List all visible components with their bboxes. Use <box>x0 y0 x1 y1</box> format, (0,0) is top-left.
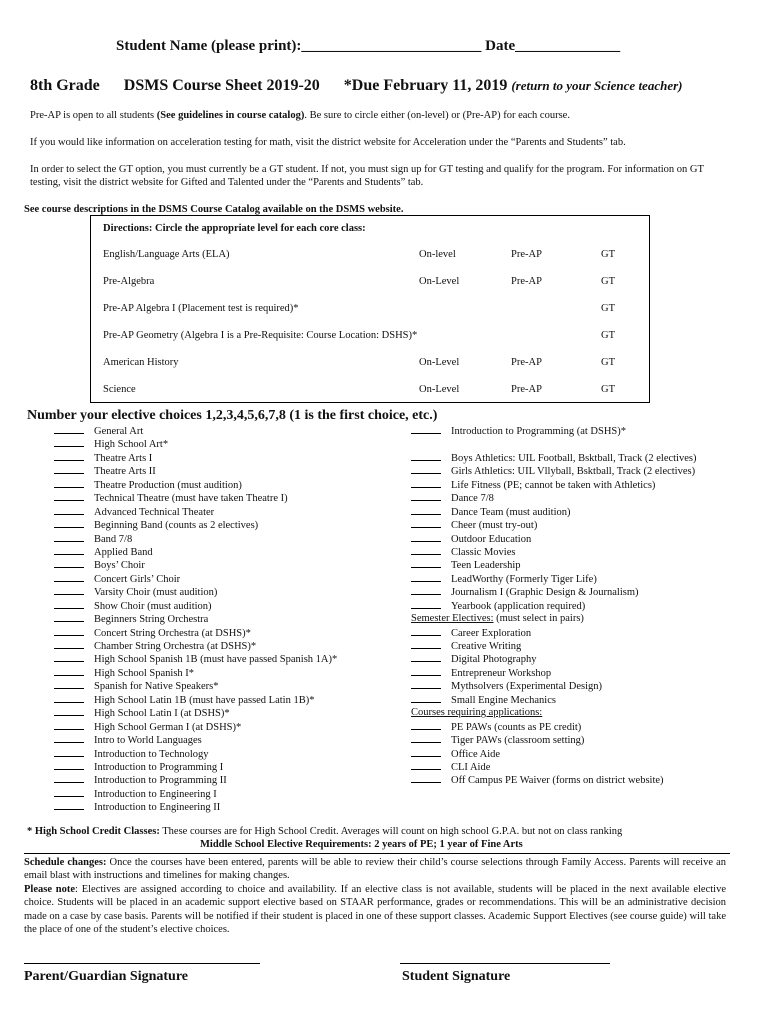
core-course-name: Pre-Algebra <box>103 276 155 287</box>
directions-title: Directions: Circle the appropriate level for each core class: <box>103 223 366 234</box>
elective-label: Introduction to Engineering I <box>94 788 217 800</box>
elective-item <box>411 585 696 598</box>
elective-label: Intro to World Languages <box>94 735 202 747</box>
level-option-gt[interactable]: GT <box>601 384 615 395</box>
elective-label: High School German I (at DSHS)* <box>94 721 242 733</box>
elective-label: Varsity Choir (must audition) <box>94 587 218 599</box>
choice-blank[interactable] <box>411 518 441 528</box>
choice-blank[interactable] <box>54 437 84 447</box>
elective-label: Advanced Technical Theater <box>94 506 215 518</box>
elective-label: High School Spanish 1B (must have passed Spanish 1A)* <box>94 654 338 666</box>
level-option-gt[interactable]: GT <box>601 330 615 341</box>
choice-blank[interactable] <box>411 666 441 676</box>
student-signature-label: Student Signature <box>402 969 511 984</box>
elective-item <box>411 532 696 545</box>
semester-heading-label: Semester Electives: <box>411 613 494 625</box>
elective-item <box>411 558 696 571</box>
elective-label: Yearbook (application required) <box>451 600 586 612</box>
schedule-text: Once the courses have been entered, parents will be able to review their child’s course selections through Family Access. Parents will receive an email blast with instructions and timelines for making changes. <box>24 857 726 882</box>
core-course-row <box>103 303 639 316</box>
level-option-onlevel[interactable]: On-Level <box>419 384 460 395</box>
choice-blank[interactable] <box>54 424 84 434</box>
due-note: (return to your Science teacher) <box>511 78 683 93</box>
elective-item <box>411 720 696 733</box>
intro-paragraph-gt: In order to select the GT option, you must currently be a GT student. If not, you must sign up for GT testing and qualify for the program. For information on GT testing, visit the district website for Gifted and Talented under the “Parents and Students” tab. <box>30 164 704 188</box>
choice-blank[interactable] <box>54 491 84 501</box>
core-course-row <box>103 330 639 343</box>
level-option-onlevel[interactable]: On-Level <box>419 276 460 287</box>
choice-blank[interactable] <box>54 733 84 743</box>
grade-label: 8th Grade <box>30 77 100 94</box>
elective-label: Beginning Band (counts as 2 electives) <box>94 520 259 532</box>
choice-blank[interactable] <box>411 464 441 474</box>
elective-item <box>54 693 337 706</box>
elective-label: High School Latin I (at DSHS)* <box>94 708 230 720</box>
schedule-notes <box>24 856 726 936</box>
elective-label: Band 7/8 <box>94 533 133 545</box>
elective-label: Spanish for Native Speakers* <box>94 681 219 693</box>
elective-label: Creative Writing <box>451 641 522 652</box>
intro-guidelines: (See guidelines in course catalog) <box>156 110 305 121</box>
elective-item <box>411 545 696 558</box>
elective-label: Cheer (must try-out) <box>451 520 538 532</box>
schedule-label: Schedule changes: <box>24 857 107 868</box>
elective-item <box>411 505 696 518</box>
elective-item <box>54 585 337 598</box>
level-option-gt[interactable]: GT <box>601 303 615 314</box>
choice-blank[interactable] <box>411 639 441 649</box>
elective-item <box>411 747 696 760</box>
core-directions-box <box>90 215 650 403</box>
choice-blank[interactable] <box>54 505 84 515</box>
level-option-preap[interactable]: Pre-AP <box>511 249 542 260</box>
choice-blank[interactable] <box>411 424 441 434</box>
elective-label: Entrepreneur Workshop <box>451 667 552 679</box>
elective-item <box>411 424 696 437</box>
spacer <box>411 437 696 450</box>
elective-item <box>54 679 337 692</box>
core-course-row <box>103 357 639 370</box>
elective-label: Journalism I (Graphic Design & Journalism) <box>451 587 639 599</box>
choice-blank[interactable] <box>411 505 441 515</box>
elective-item <box>54 437 337 450</box>
elective-item <box>54 478 337 491</box>
elective-label: Theatre Arts I <box>94 452 153 464</box>
level-option-preap[interactable]: Pre-AP <box>511 357 542 368</box>
choice-blank[interactable] <box>54 478 84 488</box>
elective-label: Introduction to Programming I <box>94 761 224 773</box>
choice-blank[interactable] <box>411 693 441 703</box>
elective-item <box>54 599 337 612</box>
student-name-date-line[interactable]: Student Name (please print):________________________ Date______________ <box>116 38 621 54</box>
level-option-onlevel[interactable]: On-Level <box>419 357 460 368</box>
choice-blank[interactable] <box>54 451 84 461</box>
elective-item <box>54 666 337 679</box>
elective-label: Introduction to Engineering II <box>94 802 221 814</box>
elective-label: Boys’ Choir <box>94 560 145 572</box>
elective-item <box>411 572 696 585</box>
level-option-preap[interactable]: Pre-AP <box>511 384 542 395</box>
elective-item <box>411 599 696 612</box>
elective-item <box>411 693 696 706</box>
choice-blank[interactable] <box>411 760 441 770</box>
catalog-note: See course descriptions in the DSMS Course Catalog available on the DSMS website. <box>24 204 404 215</box>
elective-label: High School Spanish I* <box>94 667 195 679</box>
elective-label: Outdoor Education <box>451 533 532 545</box>
student-signature-line[interactable] <box>400 963 610 964</box>
elective-label: Introduction to Programming (at DSHS)* <box>451 426 626 437</box>
elective-label: Chamber String Orchestra (at DSHS)* <box>94 641 257 652</box>
elective-label: PE PAWs (counts as PE credit) <box>451 721 582 733</box>
parent-signature-line[interactable] <box>24 963 260 964</box>
elective-label: Courses requiring applications: <box>411 707 543 719</box>
elective-item <box>54 800 337 813</box>
elective-label: Classic Movies <box>451 546 516 558</box>
elective-list-left <box>54 424 337 814</box>
choice-blank[interactable] <box>411 451 441 461</box>
elective-label: Beginners String Orchestra <box>94 614 209 626</box>
level-option-gt[interactable]: GT <box>601 276 615 287</box>
intro-paragraph-acceleration: If you would like information on acceleration testing for math, visit the district website for Acceleration under the “Parents and Students” tab. <box>30 137 626 148</box>
elective-label: Introduction to Technology <box>94 748 209 760</box>
parent-signature-label: Parent/Guardian Signature <box>24 969 189 984</box>
level-option-gt[interactable]: GT <box>601 357 615 368</box>
elective-item <box>411 666 696 679</box>
elective-requirements: Middle School Elective Requirements: 2 years of PE; 1 year of Fine Arts <box>200 839 523 850</box>
choice-blank[interactable] <box>54 747 84 757</box>
elective-label: CLI Aide <box>451 761 491 773</box>
choice-blank[interactable] <box>411 491 441 501</box>
choice-blank[interactable] <box>54 773 84 783</box>
elective-item <box>54 505 337 518</box>
core-course-name: English/Language Arts (ELA) <box>103 249 230 260</box>
choice-blank[interactable] <box>411 585 441 595</box>
intro-text: . Be sure to circle either (on-level) or (Pre-AP) for each course. <box>304 110 570 121</box>
intro-paragraph-preap <box>30 109 730 122</box>
choice-blank[interactable] <box>411 720 441 730</box>
elective-item <box>54 532 337 545</box>
elective-item <box>54 518 337 531</box>
elective-label: Life Fitness (PE; cannot be taken with Athletics) <box>451 479 656 491</box>
core-course-row <box>103 276 639 289</box>
elective-item <box>54 773 337 786</box>
elective-label: LeadWorthy (Formerly Tiger Life) <box>451 573 597 585</box>
choice-blank[interactable] <box>411 532 441 542</box>
elective-item <box>54 626 337 639</box>
choice-blank[interactable] <box>411 545 441 555</box>
choice-blank[interactable] <box>54 800 84 810</box>
elective-label: Office Aide <box>451 748 501 760</box>
choice-blank[interactable] <box>54 666 84 676</box>
elective-item <box>54 491 337 504</box>
level-option-preap[interactable]: Pre-AP <box>511 276 542 287</box>
elective-label: Off Campus PE Waiver (forms on district website) <box>451 775 664 787</box>
elective-item <box>411 652 696 665</box>
choice-blank[interactable] <box>54 693 84 703</box>
choice-blank[interactable] <box>54 706 84 716</box>
semester-electives-heading <box>411 612 696 625</box>
choice-blank[interactable] <box>54 787 84 797</box>
elective-item <box>54 747 337 760</box>
elective-label: Career Exploration <box>451 627 532 639</box>
credit-text: These courses are for High School Credit. Averages will count on high school G.P.A. but not on class ranking <box>159 826 623 837</box>
elective-item <box>54 706 337 719</box>
elective-label: Teen Leadership <box>451 560 521 572</box>
elective-label: Show Choir (must audition) <box>94 600 212 612</box>
core-course-row <box>103 249 639 262</box>
credit-label: * High School Credit Classes: <box>27 826 160 837</box>
choice-blank[interactable] <box>54 599 84 609</box>
elective-item <box>54 545 337 558</box>
choice-blank[interactable] <box>411 626 441 636</box>
level-option-gt[interactable]: GT <box>601 249 615 260</box>
choice-blank[interactable] <box>54 572 84 582</box>
elective-label: Technical Theatre (must have taken Theatre I) <box>94 493 288 505</box>
elective-label: General Art <box>94 426 144 437</box>
intro-text: Pre-AP is open to all students <box>30 110 157 121</box>
divider <box>24 853 730 854</box>
elective-item <box>54 652 337 665</box>
sheet-header <box>30 77 682 95</box>
course-sheet-title: DSMS Course Sheet 2019-20 <box>123 77 320 94</box>
elective-title: Number your elective choices 1,2,3,4,5,6,7,8 (1 is the first choice, etc.) <box>27 408 438 423</box>
choice-blank[interactable] <box>411 679 441 689</box>
elective-item <box>54 720 337 733</box>
elective-label: Introduction to Programming II <box>94 775 227 787</box>
elective-item <box>54 612 337 625</box>
elective-label: Digital Photography <box>451 654 537 666</box>
elective-item <box>54 451 337 464</box>
elective-item <box>411 518 696 531</box>
elective-label: Girls Athletics: UIL Vllyball, Bsktball, Track (2 electives) <box>451 466 696 478</box>
elective-label: High School Latin 1B (must have passed Latin 1B)* <box>94 694 315 706</box>
choice-blank[interactable] <box>54 679 84 689</box>
choice-blank[interactable] <box>54 518 84 528</box>
elective-item <box>54 572 337 585</box>
elective-item <box>411 679 696 692</box>
credit-note <box>27 826 622 837</box>
elective-label: Concert Girls’ Choir <box>94 573 181 585</box>
elective-item <box>54 760 337 773</box>
core-course-name: American History <box>103 357 179 368</box>
elective-list-right <box>411 424 696 787</box>
applications-heading <box>411 706 696 719</box>
elective-item <box>54 464 337 477</box>
choice-blank[interactable] <box>54 464 84 474</box>
elective-label: Dance 7/8 <box>451 493 494 505</box>
semester-heading-note: (must select in pairs) <box>493 613 584 625</box>
core-course-name: Pre-AP Algebra I (Placement test is required)* <box>103 303 299 314</box>
elective-item <box>411 478 696 491</box>
core-course-name: Pre-AP Geometry (Algebra I is a Pre-Requisite: Course Location: DSHS)* <box>103 330 418 341</box>
elective-item <box>411 451 696 464</box>
choice-blank[interactable] <box>411 558 441 568</box>
elective-label: Dance Team (must audition) <box>451 506 571 518</box>
choice-blank[interactable] <box>54 545 84 555</box>
elective-item <box>54 558 337 571</box>
elective-label: Small Engine Mechanics <box>451 694 556 706</box>
choice-blank[interactable] <box>411 599 441 609</box>
elective-item <box>54 639 337 652</box>
core-course-name: Science <box>103 384 136 395</box>
choice-blank[interactable] <box>54 585 84 595</box>
elective-label: Mythsolvers (Experimental Design) <box>451 681 603 693</box>
choice-blank[interactable] <box>411 478 441 488</box>
elective-item <box>411 626 696 639</box>
choice-blank[interactable] <box>411 733 441 743</box>
elective-item <box>411 491 696 504</box>
core-course-row <box>103 384 639 397</box>
choice-blank[interactable] <box>54 558 84 568</box>
elective-item <box>54 424 337 437</box>
elective-item <box>411 733 696 746</box>
choice-blank[interactable] <box>54 760 84 770</box>
elective-item <box>411 639 696 652</box>
elective-label: Boys Athletics: UIL Football, Bsktball, Track (2 electives) <box>451 452 697 464</box>
choice-blank[interactable] <box>54 626 84 636</box>
elective-item <box>411 464 696 477</box>
note-label: Please note <box>24 883 76 895</box>
choice-blank[interactable] <box>54 612 84 622</box>
elective-label: High School Art* <box>94 439 169 451</box>
elective-label: Theatre Production (must audition) <box>94 479 242 491</box>
due-date: *Due February 11, 2019 <box>343 77 508 94</box>
elective-label: Tiger PAWs (classroom setting) <box>451 735 585 747</box>
elective-item <box>54 733 337 746</box>
choice-blank[interactable] <box>54 720 84 730</box>
elective-item <box>54 787 337 800</box>
choice-blank[interactable] <box>54 652 84 662</box>
note-text: : Electives are assigned according to choice and availability. If an elective class is not available, students will be placed in the next available elective choice. Students will be placed in an academic support elective based on STAAR performance, grades or recommendations. This will be an administrative decision made on a case by case basis. Parents will be notified if their student is placed in one of these support classes. Academic Support Electives (see course guide) will take the place of one of the student’s elective choices. <box>24 883 726 936</box>
choice-blank[interactable] <box>54 639 84 649</box>
elective-label: Concert String Orchestra (at DSHS)* <box>94 627 251 639</box>
choice-blank[interactable] <box>411 747 441 757</box>
elective-item <box>411 773 696 786</box>
choice-blank[interactable] <box>54 532 84 542</box>
elective-label: Applied Band <box>94 546 153 558</box>
choice-blank[interactable] <box>411 652 441 662</box>
elective-label: Theatre Arts II <box>94 466 156 478</box>
elective-item <box>411 760 696 773</box>
choice-blank[interactable] <box>411 572 441 582</box>
choice-blank[interactable] <box>411 773 441 783</box>
level-option-onlevel[interactable]: On-level <box>419 249 456 260</box>
